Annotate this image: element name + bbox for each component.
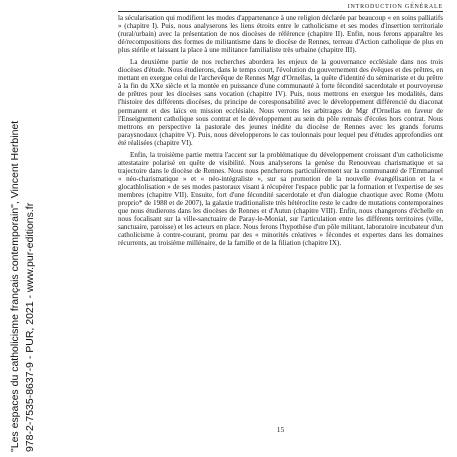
- paragraph-3: Enfin, la troisième partie mettra l'accent sur la problématique du développement croissant d'un catholicisme attestataire polarisé en quête de visibilité. Nous analyserons la genèse du Renouveau charismatique et sa trajectoire dans le diocèse de Rennes. Nous nous pencherons particulièrement sur la communauté de l'Emmanuel « néo-charismatique » et « néo-intégraliste », sur sa promotion de la nouvelle évangélisation et la « glocathlolisation » de ses modes pastoraux visant à récupérer l'espace public par la formation et l'expertise de ses membres (chapitre VII). Ensuite, fort d'une fécondité sacerdotale et d'un dialogue chaotique avec Rome (Motu proprio* de 1988 et de 2007), la galaxie traditionaliste très hétéroclite reste le cadre de mutations contemporaines que nous étudierons dans les diocèses de Rennes et d'Autun (chapitre VIII). Enfin, nous changerons d'échelle en nous focalisant sur la ville-sanctuaire de Paray-le-Monial, sur l'articulation entre les différents territoires (ville, sanctuaire, paroisse) et les acteurs en place. Nous ferons l'hypothèse d'un pôle militant, laboratoire incubateur d'un catholicisme à contre-courant, promu par des « minorités créatives » fécondes et expertes dans les domaines récurrents, au troisième millénaire, de la famille et de la filiation (chapitre IX).: [118, 150, 443, 248]
- page-number: 15: [276, 425, 285, 434]
- header-rule: [118, 11, 443, 12]
- paragraph-1: la sécularisation qui modifient les modes d'appartenance à une religion déclarée par beaucoup « en soins palliatifs » (chapitre I). Puis, nous analyserons les liens étroits entre le catholicisme et ses modes d'insertion territoriale (rural/urbain) avec la présentation de nos diocèses de référence (chapitre II). Enfin, nous ferons apparaître les dé/recompositions des formes de militantisme dans le diocèse de Rennes, terreau d'Action catholique de plus en plus stérile et laissant la place à une militance familialiste très urbaine (chapitre III).: [118, 14, 443, 55]
- paragraph-2: La deuxième partie de nos recherches abordera les enjeux de la gouvernance ecclésiale dans nos trois diocèses d'étude. Nous étudierons, dans le temps court, l'évolution du gouvernement des évêques et des prêtres, en mettant en exergue celui de l'archevêque de Rennes Mgr d'Ornellas, la quête d'identité du séminariste et du prêtre à la fin du XXe siècle et la montée en puissance d'une communauté à forte fécondité sacerdotale et pourvoyeuse de prêtres pour les diocèses sans vocation (chapitre IV). Puis, nous mettrons en exergue les modalités, dans l'histoire des différents diocèses, du principe de coresponsabilité avec le développement différencié du diaconat permanent et des laïcs en mission ecclésiale. Nous verrons les arbitrages de Mgr d'Ornellas en faveur de l'Enseignement catholique sous contrat et le développement au sein du pôle rennais d'écoles hors contrat. Nous mettrons en perspective la pastorale des jeunes inédite du diocèse de Rennes avec les grands forums paraysnodaux (chapitre V). Puis, nous développerons le cas toulonnais pour lequel peu d'études approfondies ont été réalisées (chapitre VI).: [118, 58, 443, 147]
- running-head: INTRODUCTION GÉNÉRALE: [347, 4, 443, 10]
- sidebar-book-title: "Les espaces du catholicisme français contemporain", Vincent Herbinet: [9, 120, 21, 452]
- sidebar-copyright-text: [8, 12, 38, 452]
- page-body: [118, 14, 443, 410]
- sidebar-isbn-publisher: 978-2-7535-8637-9 - PUR, 2021 - www.pur-editions.fr: [24, 202, 36, 452]
- sidebar-copyright: [0, 0, 60, 457]
